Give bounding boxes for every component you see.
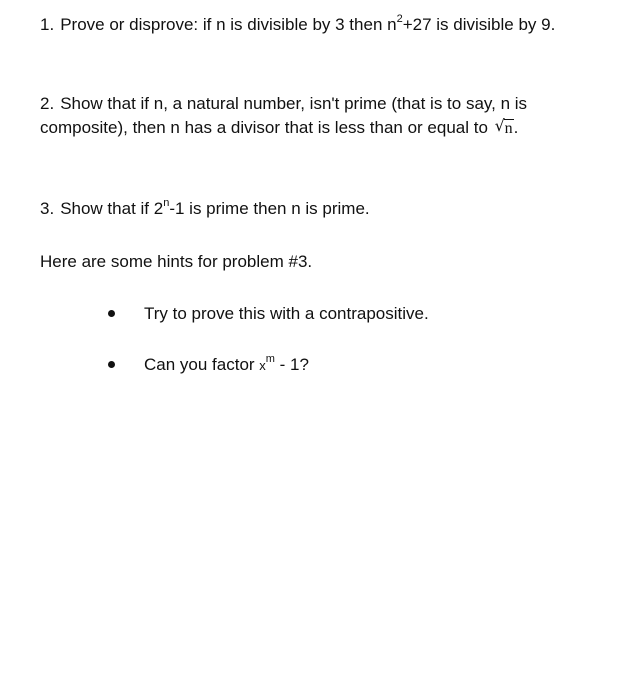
hint-2-exponent: m <box>265 353 275 366</box>
problem-1-number: 1. <box>40 15 55 34</box>
bullet-icon <box>108 361 115 368</box>
hint-2-text-after: - 1? <box>274 355 309 374</box>
radicand: n <box>504 120 513 137</box>
radical-sign: √ <box>494 116 505 135</box>
problem-1-text-before: Prove or disprove: if n is divisible by 3 then n <box>60 15 397 34</box>
problem-2-line-1-text: Show that if n, a natural number, isn't prime (that is to say, n is <box>60 94 528 113</box>
hints-intro: Here are some hints for problem #3. <box>40 252 313 271</box>
problem-1-exponent: 2 <box>396 13 403 26</box>
bullet-icon <box>108 310 115 317</box>
problem-2-line-1 <box>40 92 620 116</box>
problem-2-period: . <box>513 118 519 137</box>
problem-1-text-after: +27 is divisible by 9. <box>402 15 556 34</box>
problem-2-number: 2. <box>40 94 55 113</box>
problem-3 <box>40 197 620 221</box>
problem-1 <box>40 13 620 37</box>
problem-2-line-2 <box>40 116 620 140</box>
hint-item-2 <box>108 353 608 378</box>
problem-3-exponent: n <box>163 197 170 210</box>
hint-2-variable: x <box>259 358 266 373</box>
hint-1-text: Try to prove this with a contrapositive. <box>144 304 429 323</box>
problem-2 <box>40 92 620 140</box>
hint-item-1 <box>108 302 608 326</box>
problem-2-line-2-text: composite), then n has a divisor that is less than or equal to <box>40 118 488 137</box>
problem-3-text-before: Show that if 2 <box>60 199 164 218</box>
problem-3-text-after: -1 is prime then n is prime. <box>169 199 370 218</box>
hint-2-text-before: Can you factor <box>144 355 260 374</box>
square-root-n <box>495 116 514 140</box>
problem-3-number: 3. <box>40 199 55 218</box>
